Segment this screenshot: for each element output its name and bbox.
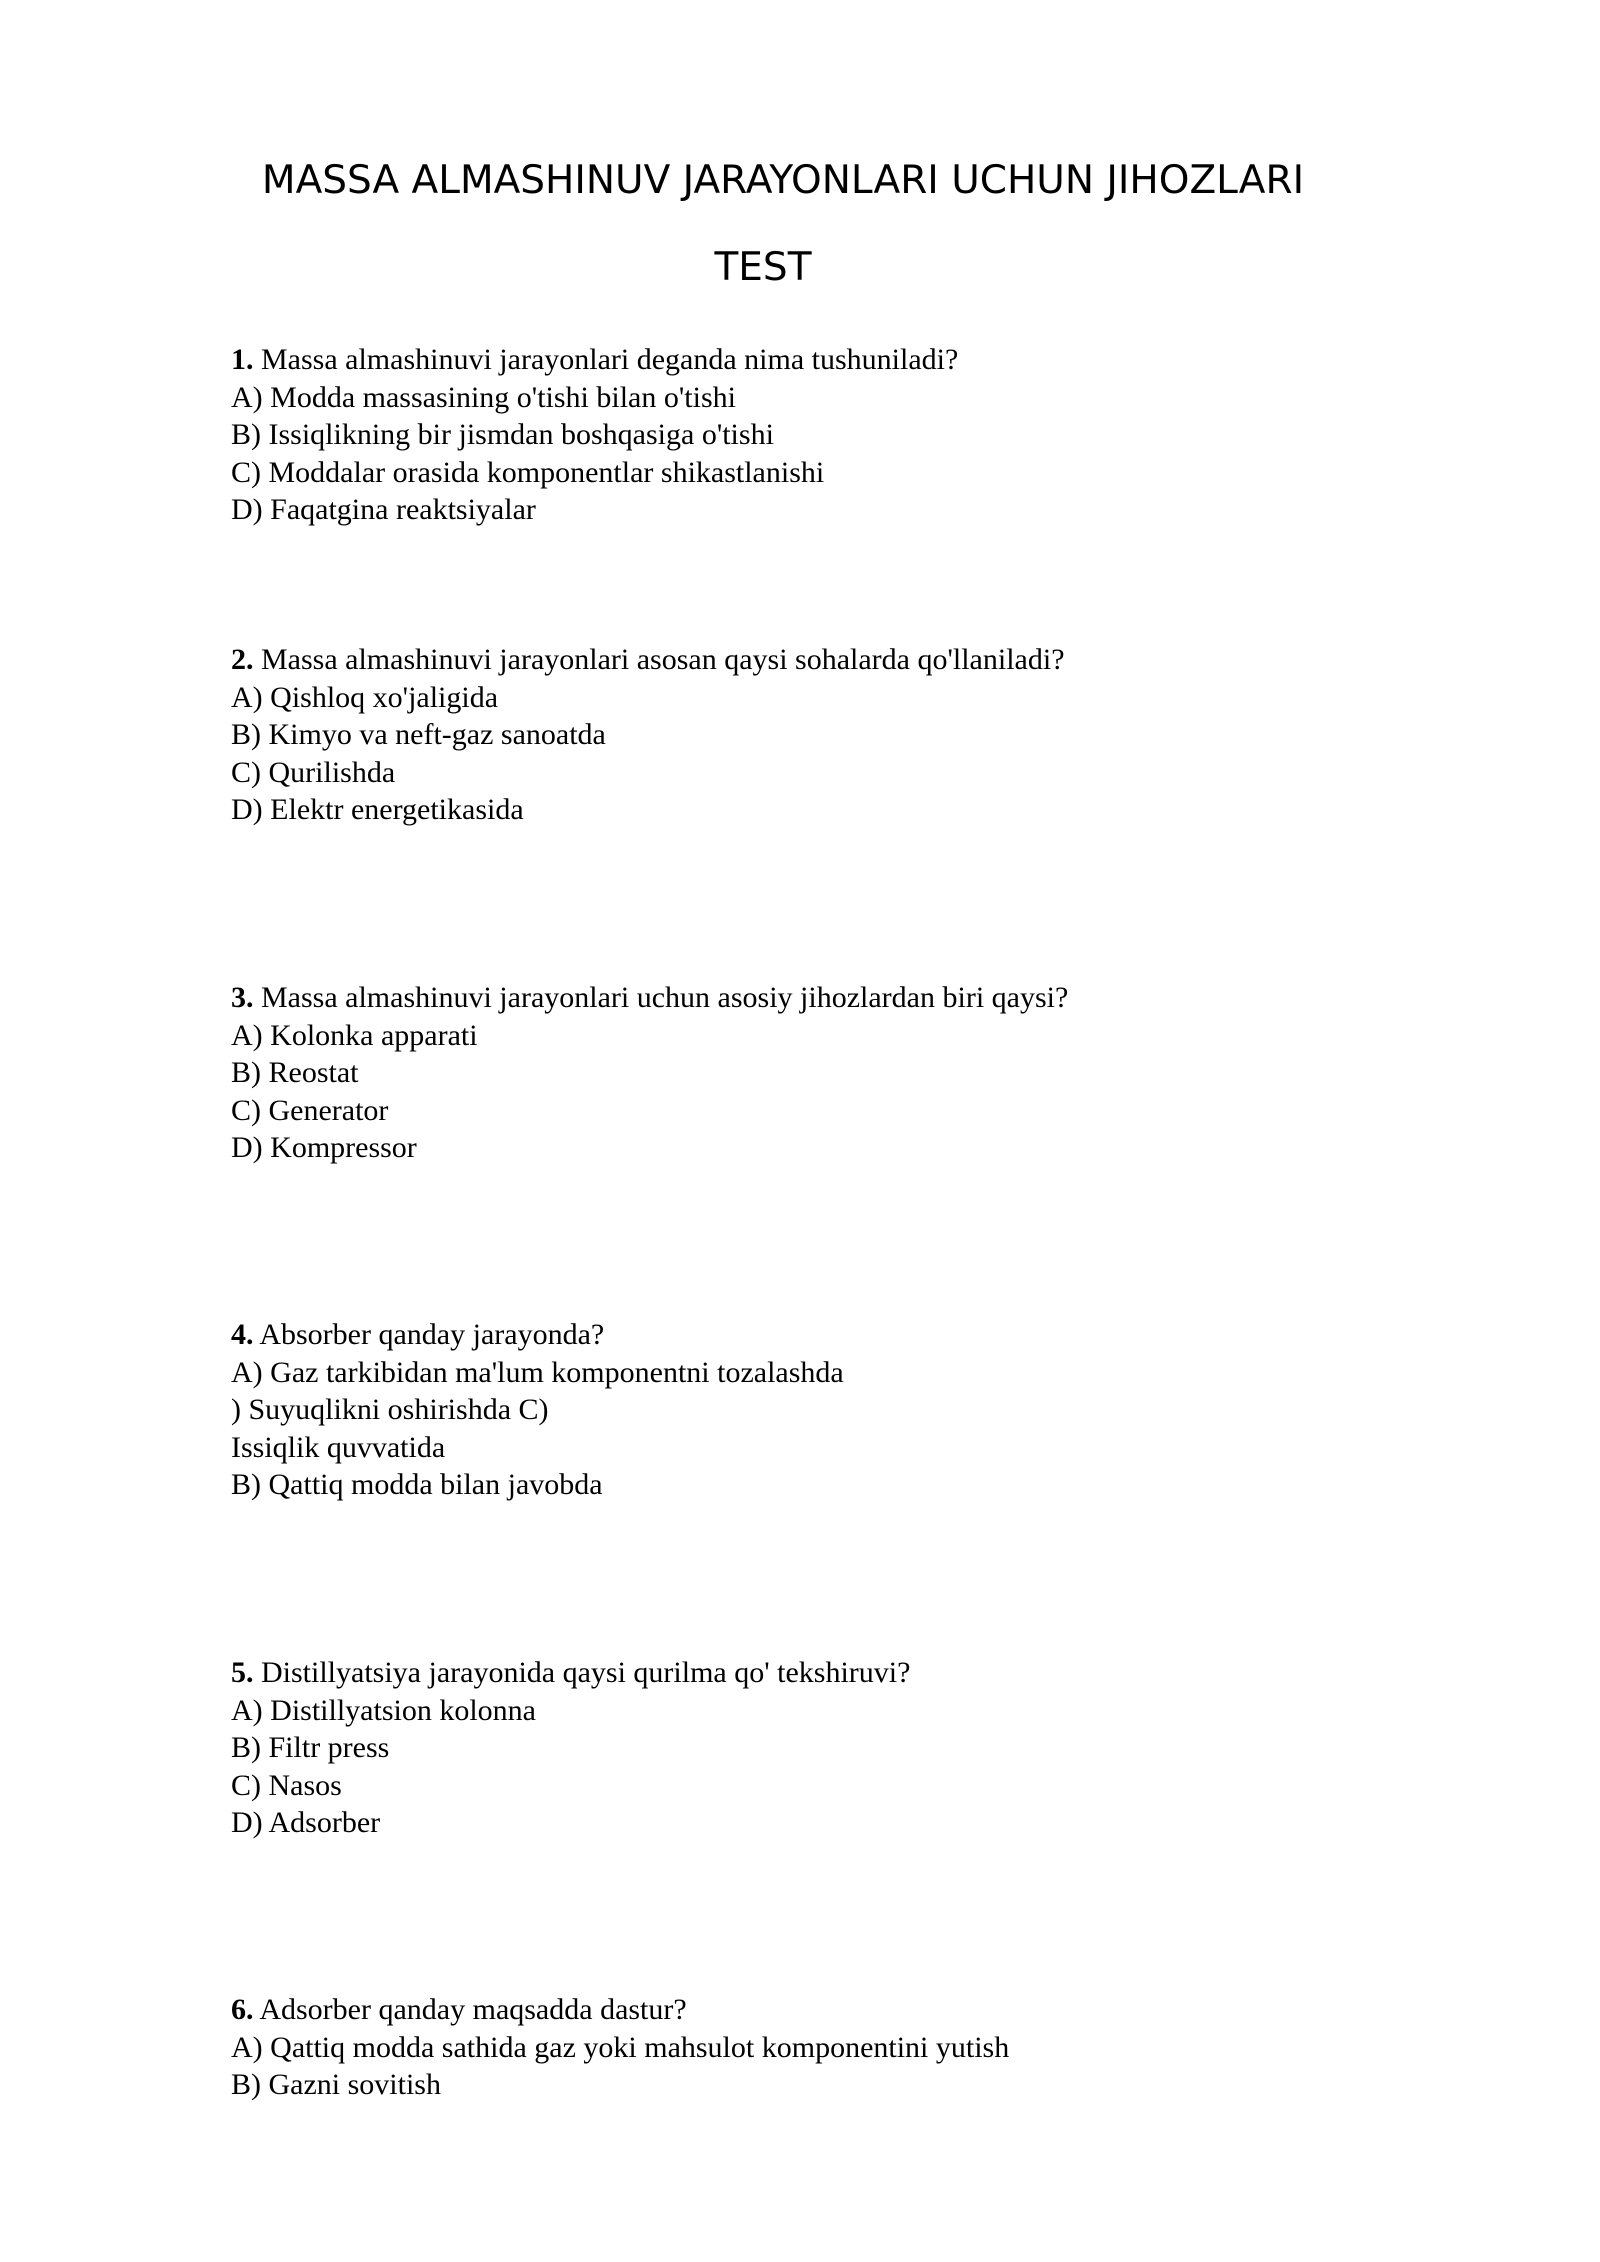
question-6-option-a: A) Qattiq modda sathida gaz yoki mahsulot komponentini yutish [231, 2030, 1010, 2064]
question-2-option-b: B) Kimyo va neft-gaz sanoatda [231, 718, 606, 751]
question-6-option-b: B) Gazni sovitish [231, 2068, 441, 2101]
question-5-option-b: B) Filtr press [231, 1731, 390, 1764]
question-5-option-d: D) Adsorber [231, 1806, 381, 1839]
question-1-option-b: B) Issiqlikning bir jismdan boshqasiga o'tishi [231, 418, 774, 451]
question-1-text: Massa almashinuvi jarayonlari deganda nima tushuniladi? [253, 343, 959, 376]
question-4-line-4: B) Qattiq modda bilan javobda [231, 1468, 603, 1501]
question-5-option-c: C) Nasos [231, 1768, 342, 1802]
question-6 [231, 1991, 1481, 2104]
question-2-option-d: D) Elektr energetikasida [231, 793, 524, 826]
question-3-option-a: A) Kolonka apparati [231, 1018, 478, 1052]
question-3-option-d: D) Kompressor [231, 1131, 417, 1164]
document-title: MASSA ALMASHINUV JARAYONLARI UCHUN JIHOZLARI [261, 158, 1305, 203]
question-2-option-a: A) Qishloq xo'jaligida [231, 680, 499, 714]
question-3-number: 3. [231, 981, 254, 1014]
question-5-text: Distillyatsiya jarayonida qaysi qurilma qo' tekshiruvi? [253, 1656, 911, 1689]
question-2-number: 2. [231, 643, 254, 676]
question-3-option-c: C) Generator [231, 1093, 389, 1127]
question-5-option-a: A) Distillyatsion kolonna [231, 1693, 536, 1727]
question-6-prompt [231, 1991, 1481, 2029]
question-4-text: Absorber qanday jarayonda? [253, 1318, 605, 1351]
question-4-option-a: A) Gaz tarkibidan ma'lum komponentni tozalashda [231, 1355, 844, 1389]
question-2-text: Massa almashinuvi jarayonlari asosan qaysi sohalarda qo'llaniladi? [253, 643, 1065, 676]
question-2 [231, 641, 1481, 829]
question-6-text: Adsorber qanday maqsadda dastur? [253, 1993, 687, 2026]
question-3-text: Massa almashinuvi jarayonlari uchun asosiy jihozlardan biri qaysi? [253, 981, 1069, 1014]
question-4-line-3: Issiqlik quvvatida [231, 1430, 446, 1464]
document-subtitle: TEST [714, 245, 812, 290]
question-3-option-b: B) Reostat [231, 1056, 359, 1089]
question-1-number: 1. [231, 343, 254, 376]
question-4-number: 4. [231, 1318, 254, 1351]
question-4-line-2: ) Suyuqlikni oshirishda C) [231, 1393, 549, 1426]
question-6-number: 6. [231, 1993, 254, 2026]
question-1 [231, 341, 1481, 529]
question-1-option-c: C) Moddalar orasida komponentlar shikastlanishi [231, 455, 825, 489]
question-4 [231, 1316, 1481, 1504]
question-5 [231, 1654, 1481, 1842]
question-2-option-c: C) Qurilishda [231, 755, 396, 789]
question-2-prompt [231, 641, 1481, 679]
question-4-prompt [231, 1316, 1481, 1354]
question-1-prompt [231, 341, 1481, 379]
question-5-prompt [231, 1654, 1481, 1692]
question-1-option-d: D) Faqatgina reaktsiyalar [231, 493, 536, 526]
question-5-number: 5. [231, 1656, 254, 1689]
question-3 [231, 979, 1481, 1167]
question-3-prompt [231, 979, 1481, 1017]
question-1-option-a: A) Modda massasining o'tishi bilan o'tishi [231, 380, 736, 414]
